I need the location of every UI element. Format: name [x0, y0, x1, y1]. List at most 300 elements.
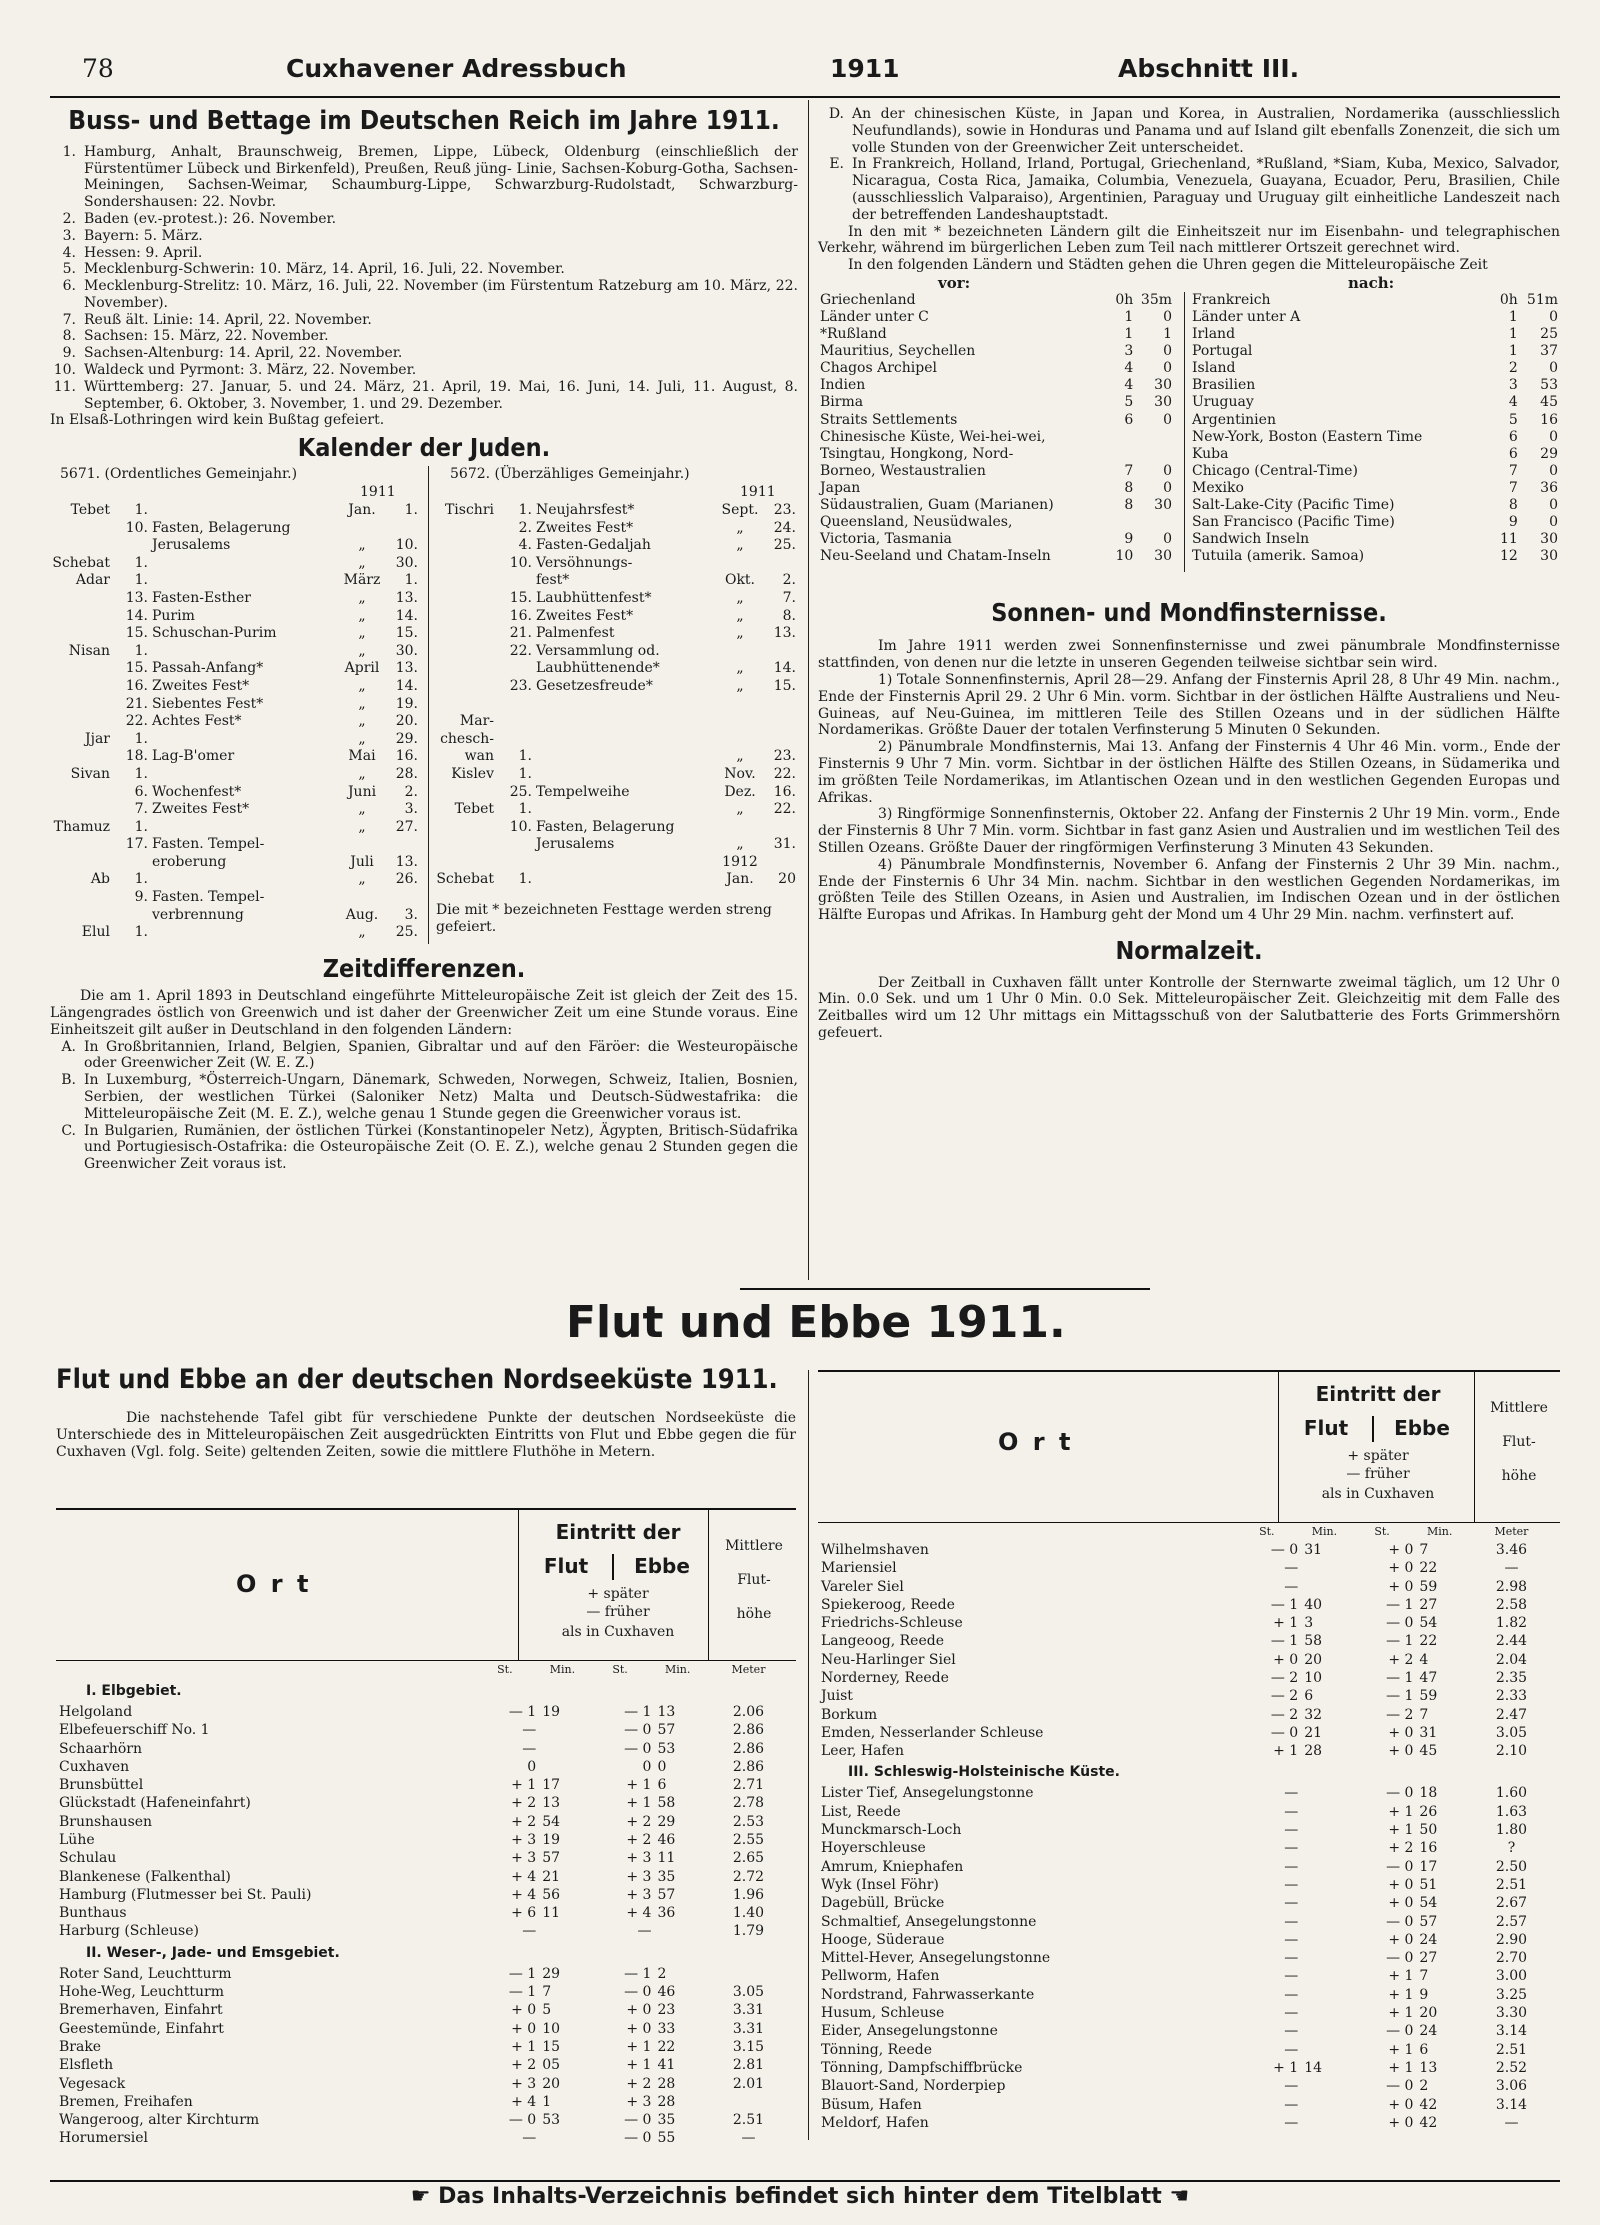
day-cell — [496, 854, 534, 872]
tide-row — [818, 1706, 1560, 1724]
place-cell: Leer, Hafen — [821, 1743, 904, 1760]
day-cell: 15. — [509, 589, 532, 606]
date-month-cell: „ — [358, 677, 366, 694]
place-cell: Bunthaus — [59, 1905, 127, 1922]
month-cell: Mar- — [459, 713, 494, 730]
hours-cell: 1 — [1508, 343, 1518, 360]
mean-height-cell: 3.14 — [1495, 2096, 1528, 2113]
ebbe-hours-cell: — 0 — [624, 1740, 652, 1757]
calendar-row — [50, 643, 420, 661]
spaeter-label-right: + später — [1347, 1448, 1409, 1464]
date-day-cell: 1. — [404, 502, 418, 519]
date-day-cell: 13. — [773, 625, 796, 642]
day-cell: 14. — [125, 607, 148, 624]
date-month-cell: „ — [358, 625, 366, 642]
ebbe-minutes-cell: 27 — [1419, 1950, 1438, 1967]
date-day-cell: 1. — [404, 572, 418, 589]
ebbe-minutes-cell: 27 — [1419, 1596, 1438, 1613]
tide-row — [818, 1895, 1560, 1913]
minutes-cell: 30 — [1154, 394, 1172, 411]
feast-cell: Fasten, Belagerung — [536, 818, 675, 835]
place-cell: List, Reede — [821, 1803, 901, 1820]
date-month-cell — [716, 643, 764, 661]
calendar-row — [50, 854, 420, 872]
place-cell: Tönning, Reede — [821, 2041, 932, 2058]
buss-text: Sachsen-Altenburg: 14. April, 22. November. — [84, 345, 403, 362]
flut-hours-cell: + 0 — [1273, 1651, 1299, 1668]
date-day-cell — [764, 643, 798, 661]
publication-title: Cuxhavener Adressbuch — [286, 54, 627, 83]
ebbe-minutes-cell: 2 — [657, 1965, 667, 1982]
date-month-cell: Sept. — [721, 502, 759, 519]
ebbe-hours-cell: — 1 — [624, 1703, 652, 1720]
timezone-row — [1190, 463, 1560, 480]
juden-right-table — [434, 502, 798, 889]
day-cell: 1. — [134, 642, 148, 659]
flut-hours-cell: — — [522, 2130, 537, 2147]
timezone-row — [818, 360, 1174, 377]
mean-height-cell: 2.01 — [732, 2075, 765, 2092]
ebbe-minutes-cell: 53 — [657, 1740, 676, 1757]
feast-cell: Fasten. Tempel- — [152, 836, 265, 853]
month-cell — [50, 625, 112, 643]
minutes-cell: 25 — [1540, 326, 1558, 343]
place-cell: Irland — [1192, 326, 1236, 343]
mean-height-cell: 1.82 — [1495, 1615, 1528, 1632]
normal-title: Normalzeit. — [1115, 936, 1263, 966]
vor-label: vor: — [938, 273, 971, 292]
flut-hours-cell: — 2 — [1270, 1706, 1299, 1723]
month-cell — [50, 906, 112, 924]
calendar-row — [434, 783, 798, 801]
day-cell: 1. — [134, 730, 148, 747]
place-cell: Geestemünde, Einfahrt — [59, 2020, 224, 2037]
buss-text: Mecklenburg-Schwerin: 10. März, 14. April, 16. Juli, 22. November. — [84, 261, 565, 278]
buss-number: 1. — [62, 143, 76, 160]
feast-cell — [534, 801, 716, 819]
ebbe-minutes-cell: 22 — [1419, 1633, 1438, 1650]
feast-cell: Versöhnungs- — [536, 554, 633, 571]
flut-minutes-cell — [1301, 2041, 1348, 2059]
date-day-cell: 22. — [773, 801, 796, 818]
flut-hours-cell: + 2 — [511, 1795, 537, 1812]
ebbe-hours-cell: + 2 — [626, 2075, 652, 2092]
place-cell: Schulau — [59, 1850, 117, 1867]
feast-cell — [534, 695, 716, 713]
hours-cell — [1097, 429, 1136, 446]
ebbe-minutes-cell: 57 — [657, 1886, 676, 1903]
day-cell — [112, 906, 150, 924]
tide-row — [56, 1776, 796, 1794]
tide-row — [818, 1596, 1560, 1614]
flut-intro: Die nachstehende Tafel gibt für verschiedene Punkte der deutschen Nordseeküste die Unterschiede des in Mitteleuropäischen Zeit ausgedrückten Eintritts von Flut und Ebbe gegen die für Cuxhaven (Vgl. folg. Seite) geltenden Zeiten, sowie die mittlere Fluthöhe in Metern. — [56, 1410, 796, 1460]
mean-height-cell: 2.51 — [1495, 2041, 1528, 2058]
ebbe-hours-cell: — 0 — [1386, 1913, 1414, 1930]
place-cell: Brunsbüttel — [59, 1777, 144, 1794]
month-cell: Ab — [90, 871, 110, 888]
mean-height-cell: 2.51 — [732, 2112, 765, 2129]
tide-row — [818, 1724, 1560, 1742]
timezone-row — [1190, 292, 1560, 309]
flut-hours-cell: + 6 — [511, 1905, 537, 1922]
flut-hours-cell: — — [1284, 1913, 1299, 1930]
feast-cell — [534, 748, 716, 766]
ebbe-hours-cell: + 2 — [1388, 1651, 1414, 1668]
place-cell: Länder unter C — [820, 309, 929, 326]
month-cell: Tebet — [70, 502, 110, 519]
mittlere-label: Mittlere — [725, 1538, 783, 1554]
zeit-item — [818, 106, 1560, 156]
mean-height-cell: 3.14 — [1495, 2023, 1528, 2040]
timezone-row — [1190, 429, 1560, 446]
flut-minutes-cell: 57 — [542, 1850, 561, 1867]
ebbe-minutes-cell: 57 — [657, 1722, 676, 1739]
timezone-row — [1190, 377, 1560, 394]
month-cell: Schebat — [436, 871, 494, 888]
tide-row — [56, 2075, 796, 2093]
tide-row — [56, 1813, 796, 1831]
flut-minutes-cell: 29 — [542, 1965, 561, 1982]
day-cell: 1. — [134, 765, 148, 782]
date-month-cell: „ — [358, 871, 366, 888]
place-cell: Blankenese (Falkenthal) — [59, 1868, 231, 1885]
month-cell: Nisan — [68, 642, 110, 659]
ebbe-minutes-cell: 17 — [1419, 1858, 1438, 1875]
minutes-cell: 0 — [1163, 343, 1172, 360]
minutes-cell: 30 — [1540, 531, 1558, 548]
place-cell: Borneo, Westaustralien — [820, 462, 986, 479]
ebbe-minutes-cell: 9 — [1419, 1986, 1429, 2003]
tide-row — [818, 1560, 1560, 1578]
timezone-row — [818, 531, 1174, 548]
date-day-cell — [764, 818, 798, 836]
feast-cell: Jerusalems — [536, 836, 615, 853]
spaeter-label: + später — [587, 1586, 649, 1602]
buss-text: Hamburg, Anhalt, Braunschweig, Bremen, Lippe, Lübeck, Oldenburg (einschließlich der Fürstentümer Lübeck und Birkenfeld), Preußen, Reuß jüng- Linie, Sachsen-Koburg-Gotha, Sachsen-Meiningen, Sachsen-Weimar, Schaumburg-Lippe, Schwarzburg-Rudolstadt, Schwarzburg-Sondershausen: 22. Novbr. — [84, 143, 798, 211]
day-cell: 1. — [518, 871, 532, 888]
flut-hours-cell: — — [1284, 1560, 1299, 1577]
mean-height-cell: 2.35 — [1495, 1669, 1528, 1686]
ebbe-minutes-cell: 46 — [657, 1984, 676, 2001]
day-cell: 1. — [134, 924, 148, 941]
month-cell — [434, 572, 496, 590]
feast-cell — [150, 766, 338, 784]
flut-hours-cell: + 4 — [511, 2093, 537, 2110]
feast-cell — [534, 713, 716, 731]
normal-text: Der Zeitball in Cuxhaven fällt unter Kontrolle der Sternwarte zweimal täglich, um 12 Uhr 0 Min. 0.0 Sek. und um 1 Uhr 0 Min. 0.0 Sek. Mitteleuropäischer Zeit. Gleichzeitig mit dem Falle des Zeitballes wird um 12 Uhr mittags ein Mittagsschuß von der Salutbatterie des Forts Grimmershörn gefeuert. — [818, 974, 1560, 1041]
ebbe-minutes-cell: 29 — [657, 1813, 676, 1830]
hours-cell: 9 — [1124, 531, 1134, 548]
unit-label: Min. — [1311, 1525, 1338, 1539]
calendar-row — [434, 519, 798, 537]
flut-minutes-cell: 11 — [542, 1905, 561, 1922]
day-cell: 16. — [125, 677, 148, 694]
flut-label-right: Flut — [1303, 1416, 1349, 1440]
minutes-cell: 0 — [1163, 309, 1172, 326]
calendar-row — [434, 502, 798, 520]
ebbe-hours-cell: + 1 — [1388, 1822, 1414, 1839]
feast-cell: Tempelweihe — [536, 783, 630, 800]
month-cell: Schebat — [52, 554, 110, 571]
mean-height-cell: 1.96 — [732, 1886, 765, 1903]
fluthoehe2-right: höhe — [1501, 1468, 1537, 1484]
feast-cell: Neujahrsfest* — [536, 502, 635, 519]
tz-divider — [1184, 292, 1185, 572]
hours-cell — [1097, 446, 1136, 463]
minutes-cell — [1135, 429, 1174, 446]
date-month-cell — [338, 836, 386, 854]
zeit-number: A. — [61, 1038, 76, 1055]
feast-cell: Versammlung od. — [536, 642, 660, 659]
als-label: als in Cuxhaven — [561, 1624, 675, 1640]
month-cell — [434, 695, 496, 713]
flut-sub-title: Flut und Ebbe an der deutschen Nordseeküste 1911. — [56, 1364, 778, 1395]
ebbe-hours-cell: + 0 — [1388, 1876, 1414, 1893]
tide-row — [818, 1785, 1560, 1803]
frueher-label: — früher — [586, 1604, 650, 1620]
ebbe-minutes-cell: 36 — [657, 1905, 676, 1922]
tide-row — [818, 1578, 1560, 1596]
mean-height-cell: ? — [1507, 1840, 1516, 1857]
date-day-cell: 23. — [773, 748, 796, 765]
flut-minutes-cell: 3 — [1304, 1615, 1314, 1632]
buss-text: Sachsen: 15. März, 22. November. — [84, 328, 329, 345]
mean-height-cell: 2.06 — [732, 1703, 765, 1720]
buss-number: 11. — [53, 378, 76, 395]
ebbe-minutes-cell: 22 — [657, 2038, 676, 2055]
hours-cell: 0h — [1499, 291, 1518, 308]
place-cell: San Francisco (Pacific Time) — [1192, 513, 1395, 530]
flut-minutes-cell: 21 — [1304, 1724, 1323, 1741]
zeit-item — [50, 1072, 798, 1122]
ebbe-hours-cell: — — [637, 1923, 652, 1940]
col-line — [518, 1510, 519, 1660]
month-cell — [434, 537, 496, 555]
juden-right-head: 5672. (Überzähliges Gemeinjahr.) — [450, 465, 690, 482]
place-cell: Straits Settlements — [820, 411, 958, 428]
flut-hours-cell: + 3 — [511, 2075, 537, 2092]
date-day-cell: 16. — [395, 748, 418, 765]
ebbe-hours-cell: + 0 — [1388, 2096, 1414, 2113]
buss-number: 7. — [62, 311, 76, 328]
feast-cell — [534, 871, 716, 889]
flut-hours-cell: + 0 — [511, 2020, 537, 2037]
timezone-row — [818, 326, 1174, 343]
buss-text: Bayern: 5. März. — [84, 227, 203, 244]
unit-label: Min. — [549, 1663, 576, 1677]
place-cell: Schaarhörn — [59, 1740, 142, 1757]
flut-rule — [740, 1288, 1150, 1290]
buss-item — [50, 228, 798, 245]
ebbe-minutes-cell: 7 — [1419, 1968, 1429, 1985]
date-day-cell: 20 — [778, 871, 796, 888]
place-cell: Munckmarsch-Loch — [821, 1822, 962, 1839]
timezone-row — [818, 480, 1174, 497]
place-cell: Frankreich — [1192, 291, 1271, 308]
month-cell — [434, 783, 496, 801]
date-day-cell: 29. — [395, 730, 418, 747]
flut-hours-cell: — — [1284, 1822, 1299, 1839]
month-cell — [50, 713, 112, 731]
calendar-row — [434, 730, 798, 748]
date-month-cell: 1912 — [722, 853, 758, 870]
fluthoehe2: höhe — [736, 1606, 772, 1622]
feast-cell — [150, 730, 338, 748]
nach-label: nach: — [1348, 273, 1395, 292]
date-month-cell: Juni — [347, 783, 377, 800]
month-cell — [434, 854, 496, 872]
tide-row — [56, 1886, 796, 1904]
month-cell — [50, 783, 112, 801]
mean-height-cell: 2.70 — [1495, 1950, 1528, 1967]
juden-right-year: 1911 — [740, 483, 776, 500]
date-day-cell — [764, 713, 798, 731]
flut-minutes-cell — [1301, 1931, 1348, 1949]
calendar-row — [50, 906, 420, 924]
place-cell: Salt-Lake-City (Pacific Time) — [1192, 496, 1395, 513]
day-cell: 1. — [134, 554, 148, 571]
mean-height-cell: 1.63 — [1495, 1803, 1528, 1820]
date-day-cell: 3. — [404, 801, 418, 818]
tide-row — [818, 1876, 1560, 1894]
flut-hours-cell: + 4 — [511, 1886, 537, 1903]
ebbe-minutes-cell: 6 — [1419, 2041, 1429, 2058]
date-month-cell: „ — [736, 625, 744, 642]
vor-table — [818, 292, 1174, 565]
month-cell — [50, 607, 112, 625]
mean-height-cell: 2.04 — [1495, 1651, 1528, 1668]
ebbe-hours-cell: — 0 — [1386, 2023, 1414, 2040]
buss-item — [50, 345, 798, 362]
mean-height-cell: 2.86 — [732, 1722, 765, 1739]
ebbe-minutes-cell: 26 — [1419, 1803, 1438, 1820]
zeit-item — [50, 1123, 798, 1173]
place-cell: Sandwich Inseln — [1192, 531, 1310, 548]
date-day-cell — [764, 730, 798, 748]
units-row — [56, 1661, 796, 1679]
place-cell: Chagos Archipel — [820, 360, 937, 377]
calendar-row — [50, 590, 420, 608]
calendar-row — [434, 555, 798, 573]
calendar-row — [50, 924, 420, 942]
ebbe-hours-cell: + 4 — [626, 1905, 652, 1922]
mittlere-label-right: Mittlere — [1490, 1400, 1548, 1416]
footer-rule — [50, 2180, 1560, 2182]
place-cell: Elbefeuerschiff No. 1 — [59, 1722, 210, 1739]
calendar-row — [50, 660, 420, 678]
flut-hours-cell: + 1 — [1273, 1743, 1299, 1760]
place-cell: Mittel-Hever, Ansegelungstonne — [821, 1950, 1051, 1967]
day-cell: 1. — [518, 502, 532, 519]
hours-cell — [1097, 514, 1136, 531]
unit-label: St. — [1374, 1525, 1390, 1539]
date-day-cell: 22. — [773, 765, 796, 782]
unit-label: Min. — [1426, 1525, 1453, 1539]
minutes-cell: 0 — [1549, 428, 1558, 445]
ebbe-minutes-cell: 16 — [1419, 1840, 1438, 1857]
ebbe-minutes-cell: 59 — [1419, 1578, 1438, 1595]
month-cell — [50, 854, 112, 872]
juden-calendar — [50, 466, 798, 952]
units-blank — [56, 1661, 470, 1679]
day-cell: 1. — [134, 572, 148, 589]
calendar-row — [50, 871, 420, 889]
month-cell — [50, 836, 112, 854]
hours-cell: 12 — [1499, 548, 1518, 565]
page-header — [50, 44, 1560, 90]
day-cell: 2. — [518, 519, 532, 536]
calendar-row — [434, 625, 798, 643]
ebbe-minutes-cell: 0 — [657, 1758, 667, 1775]
mean-height-cell: 1.40 — [732, 1905, 765, 1922]
zeit-text: In Bulgarien, Rumänien, der östlichen Türkei (Konstantinopeler Netz), Ägypten, Britisch-Südafrika und Portugiesisch-Ostafrika: die Osteuropäische Zeit (O. E. Z.), welche genau 2 Stunden gegen die Greenwicher Zeit voraus ist. — [84, 1122, 798, 1173]
col-line — [1278, 1372, 1279, 1522]
flut-minutes-cell: 19 — [542, 1831, 561, 1848]
place-cell: Wangeroog, alter Kirchturm — [59, 2112, 260, 2129]
tide-rows-left — [56, 1661, 796, 2148]
ebbe-hours-cell: + 3 — [626, 1850, 652, 1867]
feast-cell: Purim — [152, 607, 195, 624]
hours-cell: 1 — [1508, 326, 1518, 343]
flut-minutes-cell — [1301, 1840, 1348, 1858]
flut-minutes-cell — [1301, 1913, 1348, 1931]
feast-cell: Laubhüttenfest* — [536, 589, 652, 606]
feast-cell — [534, 730, 716, 748]
flut-minutes-cell: 32 — [1304, 1706, 1323, 1723]
date-day-cell — [764, 695, 798, 713]
flut-hours-cell: — — [1284, 1950, 1299, 1967]
flut-minutes-cell — [539, 1923, 586, 1941]
mean-height-cell: 2.78 — [732, 1795, 765, 1812]
place-cell: Lühe — [59, 1831, 95, 1848]
zeit-text: An der chinesischen Küste, in Japan und Korea, in Australien, Nordamerika (ausschliesslich Neufundlands), sowie in Honduras und Panama und auf Island gilt ebenfalls Zonenzeit, die sich um volle Stunden von der Greenwicher Zeit unterscheidet. — [852, 106, 1560, 156]
ebbe-minutes-cell: 18 — [1419, 1785, 1438, 1802]
hours-cell: 3 — [1124, 343, 1134, 360]
date-day-cell: 14. — [395, 607, 418, 624]
ebbe-hours-cell: + 1 — [1388, 2059, 1414, 2076]
ebbe-hours-cell: 0 — [642, 1758, 652, 1775]
date-day-cell: 20. — [395, 713, 418, 730]
mean-height-cell: 2.51 — [1495, 1876, 1528, 1893]
ebbe-minutes-cell: 55 — [657, 2130, 676, 2147]
ebbe-minutes-cell: 4 — [1419, 1651, 1429, 1668]
flut-label: Flut — [543, 1554, 589, 1578]
month-cell — [50, 660, 112, 678]
flut-minutes-cell: 21 — [542, 1868, 561, 1885]
place-cell: Südaustralien, Guam (Marianen) — [820, 496, 1054, 513]
flut-hours-cell: + 1 — [511, 2038, 537, 2055]
date-day-cell: 26. — [395, 871, 418, 888]
tide-row — [818, 1633, 1560, 1651]
date-day-cell: 28. — [395, 765, 418, 782]
place-cell: Vegesack — [59, 2075, 126, 2092]
day-cell — [112, 854, 150, 872]
ebbe-minutes-cell — [654, 1923, 701, 1941]
buss-number: 10. — [53, 362, 76, 379]
buss-item — [50, 245, 798, 262]
zeit-note2: In den folgenden Ländern und Städten gehen die Uhren gegen die Mitteleuropäische Zeit — [848, 257, 1488, 274]
date-day-cell — [764, 555, 798, 573]
date-month-cell: „ — [358, 695, 366, 712]
sonnen-paragraph: 3) Ringförmige Sonnenfinsternis, Oktober 22. Anfang der Finsternis 2 Uhr 19 Min. vorm., Ende der Finsternis 8 Uhr 7 Min. vorm. Sichtbar in fast ganz Asien und Australien und im westlichen Teil des Stillen Ozeans. Größte Dauer der ringförmigen Verfinsterung 3 Minuten 43 Sekunden. — [818, 806, 1560, 857]
place-cell: Queensland, Neusüdwales, — [820, 513, 1013, 530]
sonnen-paragraph: 2) Pänumbrale Mondfinsternis, Mai 13. Anfang der Finsternis 4 Uhr 46 Min. vorm., Ende der Finsternis 9 Uhr 7 Min. vorm. Sichtbar in der östlichen Hälfte des Stillen Ozeans, in Südamerika und im größten Teile Nordamerikas, im Atlantischen Ozean und in den westlichen Gegenden Europas und Afrikas. — [818, 739, 1560, 806]
date-month-cell: „ — [736, 836, 744, 853]
date-day-cell: 13. — [395, 589, 418, 606]
zeit-note1: In den mit * bezeichneten Ländern gilt die Einheitszeit nur im Eisenbahn- und telegraphischen Verkehr, während im bürgerlichen Leben zum Teil nach mittlerer Ortszeit gerechnet wird. — [818, 223, 1560, 257]
eintritt-label-right: Eintritt der — [1315, 1382, 1441, 1406]
day-cell: 13. — [125, 589, 148, 606]
